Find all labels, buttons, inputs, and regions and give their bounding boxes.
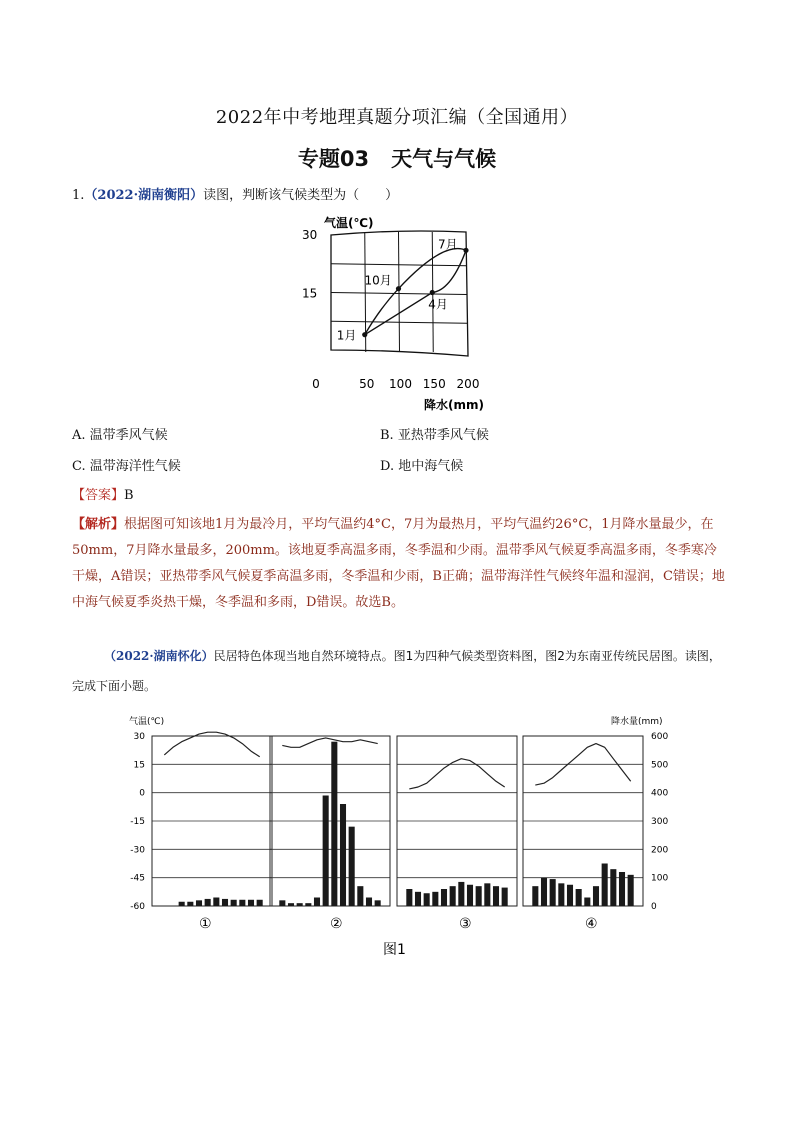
chart1-ytick: 15 xyxy=(302,286,318,301)
chart1-xlabel: 降水(mm) xyxy=(424,398,484,412)
analysis-paragraph xyxy=(72,512,728,616)
chart2-temp-tick: 0 xyxy=(139,788,145,799)
chart1-point xyxy=(396,286,401,291)
chart2-precip-bar xyxy=(323,796,329,907)
chart2-panel-label: ① xyxy=(199,916,212,932)
option-d[interactable]: D. 地中海气候 xyxy=(380,459,464,474)
climate-panels-chart xyxy=(125,708,670,962)
chart2-precip-bar xyxy=(415,892,421,906)
chart2-precip-bar xyxy=(231,900,237,906)
question-2-stem xyxy=(72,641,728,701)
chart2-precip-bar xyxy=(584,898,590,907)
chart2-temp-tick: -60 xyxy=(130,902,145,912)
chart2-temp-line xyxy=(409,759,504,789)
chart1-point-label: 1月 xyxy=(336,328,357,343)
chart2-precip-bar xyxy=(357,886,363,906)
answer-tag: 【答案】 xyxy=(72,488,125,503)
chart2-precip-bar xyxy=(375,900,381,906)
question-2-text: 民居特色体现当地自然环境特点。图1为四种气候类型资料图，图2为东南亚传统民居图。读图，完成下面小题。 xyxy=(72,649,721,693)
chart2-precip-bar xyxy=(213,898,219,907)
question-source: （2022·湖南衡阳） xyxy=(84,188,204,203)
chart2-precip-bar xyxy=(179,902,185,906)
chart2-precip-bar xyxy=(602,864,608,907)
question-text: 读图，判断该气候类型为（ ） xyxy=(203,188,399,203)
chart1-ylabel: 气温(℃) xyxy=(324,216,374,230)
answer-value: B xyxy=(124,488,134,503)
chart2-right-ylabel: 降水量(mm) xyxy=(611,717,663,727)
option-a[interactable]: A. 温带季风气候 xyxy=(72,428,168,443)
chart1-xtick: 150 xyxy=(422,377,446,391)
chart2-precip-bar xyxy=(257,900,263,906)
chart2-precip-bar xyxy=(558,883,564,906)
chart1-xtick: 50 xyxy=(359,377,375,391)
chart2-temp-tick: -30 xyxy=(130,845,145,856)
chart2-precip-bar xyxy=(619,872,625,906)
topic-number: 专题03 xyxy=(297,147,370,171)
analysis-text: 根据图可知该地1月为最冷月，平均气温约4°C，7月为最热月，平均气温约26°C，1月降水量最少，在50mm，7月降水量最多，200mm。该地夏季高温多雨，冬季温和少雨。温带季风气候夏季高温多雨，冬季寒冷干燥，A错误；亚热带季风气候夏季高温多雨，冬季温和少雨，B正确；温带海洋性气候终年温和湿润，C错误；地中海气候夏季炎热干燥，冬季温和多雨，D错误。故选B。 xyxy=(72,517,725,610)
chart1-point-label: 7月 xyxy=(438,237,458,252)
chart2-precip-tick: 0 xyxy=(651,902,657,912)
chart2-temp-tick: 30 xyxy=(133,732,145,742)
chart2-precip-bar xyxy=(331,742,337,906)
chart2-precip-bar xyxy=(450,886,456,906)
chart2-precip-bar xyxy=(187,902,193,906)
chart2-precip-bar xyxy=(196,900,202,906)
chart1-xtick: 200 xyxy=(456,377,480,391)
chart1-xtick: 100 xyxy=(389,377,412,391)
chart2-temp-tick: -45 xyxy=(130,873,145,884)
chart2-precip-bar xyxy=(567,885,573,906)
chart2-precip-tick: 500 xyxy=(651,760,669,771)
chart2-precip-tick: 200 xyxy=(651,845,669,856)
chart1-vgrid xyxy=(399,232,400,352)
chart2-temp-line xyxy=(282,738,377,747)
chart2-precip-bar xyxy=(424,893,430,906)
chart2-precip-bar xyxy=(349,827,355,906)
chart2-caption: 图1 xyxy=(383,942,406,958)
chart2-precip-bar xyxy=(239,900,245,906)
chart2-precip-tick: 600 xyxy=(651,732,669,742)
chart2-temp-tick: 15 xyxy=(133,760,145,771)
chart1-point-label: 10月 xyxy=(364,273,392,288)
climate-scatter-chart xyxy=(296,212,496,416)
chart2-precip-bar xyxy=(305,903,311,906)
chart2-precip-bar xyxy=(493,886,499,906)
chart2-precip-bar xyxy=(314,898,320,907)
chart2-precip-bar xyxy=(222,899,228,906)
chart1-point-label: 4月 xyxy=(428,297,448,312)
chart2-precip-bar xyxy=(484,883,490,906)
answer-line xyxy=(72,484,134,503)
chart1-point xyxy=(463,248,468,253)
chart1-ytick: 30 xyxy=(302,228,318,242)
chart2-precip-bar xyxy=(593,886,599,906)
chart2-precip-bar xyxy=(366,898,372,907)
chart2-precip-bar xyxy=(297,903,303,906)
chart2-precip-bar xyxy=(576,889,582,906)
chart2-temp-tick: -15 xyxy=(130,817,145,827)
chart2-precip-bar xyxy=(476,886,482,906)
topic-name: 天气与气候 xyxy=(391,147,497,171)
chart1-point xyxy=(362,332,367,337)
option-c[interactable]: C. 温带海洋性气候 xyxy=(72,459,181,474)
document-title: 2022年中考地理真题分项汇编（全国通用） xyxy=(215,107,579,128)
chart2-precip-bar xyxy=(458,882,464,906)
chart2-precip-bar xyxy=(432,892,438,906)
chart1-xtick: 0 xyxy=(312,377,320,391)
chart2-precip-bar xyxy=(532,886,538,906)
chart2-precip-bar xyxy=(502,888,508,906)
question-number: 1. xyxy=(72,188,85,203)
analysis-tag: 【解析】 xyxy=(72,517,125,532)
question-2-source: （2022·湖南怀化） xyxy=(104,649,214,663)
chart2-precip-bar xyxy=(610,869,616,906)
option-b[interactable]: B. 亚热带季风气候 xyxy=(380,428,489,443)
chart2-precip-bar xyxy=(205,899,211,906)
chart2-precip-tick: 300 xyxy=(651,817,669,827)
topic-title xyxy=(0,143,794,173)
chart2-left-ylabel: 气温(℃) xyxy=(129,717,165,727)
chart2-panel-label: ③ xyxy=(459,916,472,932)
chart2-precip-bar xyxy=(467,885,473,906)
chart2-precip-bar xyxy=(628,875,634,906)
chart1-point xyxy=(430,290,435,295)
chart2-precip-bar xyxy=(279,900,285,906)
chart2-precip-bar xyxy=(550,879,556,906)
chart2-precip-bar xyxy=(248,900,254,906)
chart2-precip-bar xyxy=(541,878,547,906)
chart2-panel-label: ④ xyxy=(585,916,598,932)
chart2-precip-tick: 400 xyxy=(651,788,669,799)
chart2-precip-bar xyxy=(288,903,294,906)
chart2-panel-label: ② xyxy=(330,916,343,932)
chart2-precip-bar xyxy=(441,889,447,906)
chart2-precip-tick: 100 xyxy=(651,873,669,884)
chart2-precip-bar xyxy=(340,804,346,906)
question-1-stem xyxy=(72,184,398,203)
chart2-precip-bar xyxy=(406,889,412,906)
